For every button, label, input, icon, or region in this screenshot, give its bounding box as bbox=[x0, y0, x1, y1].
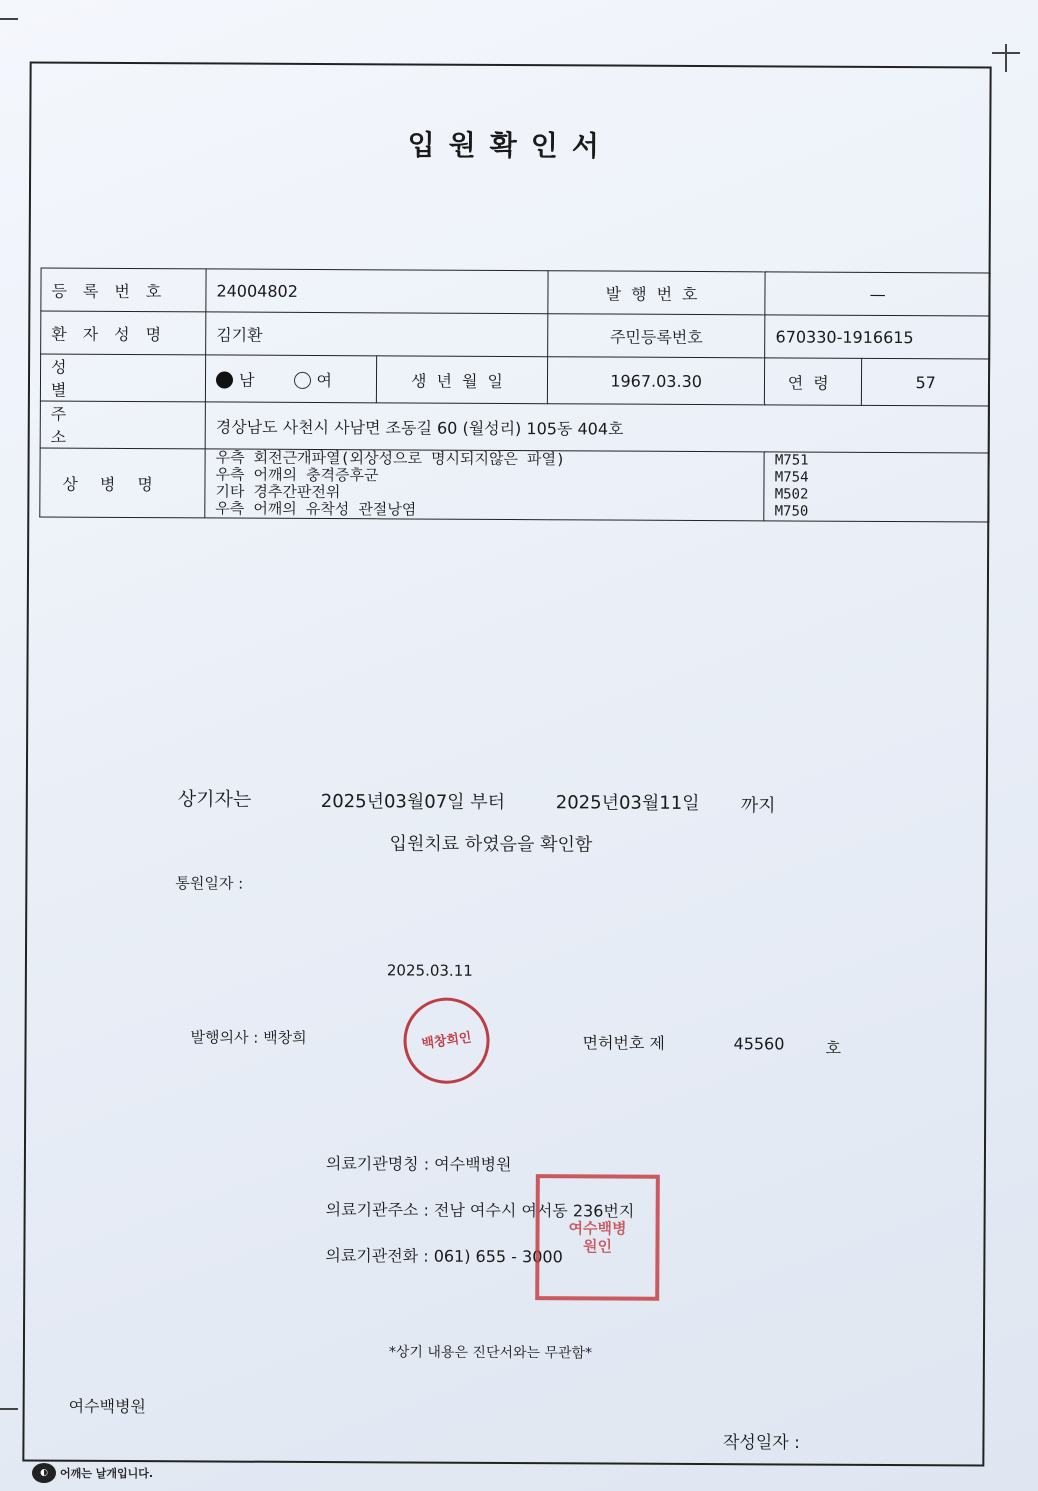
age-label: 연령 bbox=[765, 358, 862, 406]
to-suffix: 까지 bbox=[740, 795, 776, 817]
diagnosis-names bbox=[205, 449, 765, 521]
disclaimer-note: *상기 내용은 진단서와는 무관함* bbox=[388, 1344, 593, 1362]
document-title: 입원확인서 bbox=[407, 128, 613, 163]
addr-value: 경상남도 사천시 사남면 조동길 60 (월성리) 105동 404호 bbox=[205, 402, 989, 453]
addr-label-text: 주소 bbox=[50, 404, 153, 448]
license-label: 면허번호 제 bbox=[582, 1033, 665, 1053]
patient-info-table bbox=[39, 268, 990, 523]
diagnosis-code: M750 bbox=[774, 503, 809, 520]
doctor-label: 발행의사 : 백창희 bbox=[190, 1028, 307, 1047]
diagnosis-name: 우측 회전근개파열(외상성으로 명시되지않은 파열) bbox=[215, 448, 566, 469]
crop-mark bbox=[0, 18, 18, 20]
diagnosis-name: 우측 어깨의 유착성 관절낭염 bbox=[215, 499, 417, 519]
rrn-label: 주민등록번호 bbox=[548, 314, 766, 358]
footer-hospital-name: 여수백병원 bbox=[68, 1396, 146, 1417]
diagnosis-code: M754 bbox=[774, 469, 809, 486]
dob-value: 1967.03.30 bbox=[547, 357, 765, 405]
diagnosis-name: 기타 경추간판전위 bbox=[215, 482, 341, 502]
sex-male-label: 남 bbox=[238, 370, 255, 390]
institution-phone: 의료기관전화 : 061) 655 - 3000 bbox=[325, 1246, 563, 1267]
sex-female-label: 여 bbox=[316, 370, 333, 390]
footer-logo bbox=[32, 1463, 153, 1483]
license-number: 45560 bbox=[733, 1034, 785, 1054]
confirm-text: 입원치료 하였음을 확인함 bbox=[389, 833, 593, 856]
from-date: 2025년03월07일 부터 bbox=[320, 791, 506, 813]
crop-mark bbox=[1005, 44, 1007, 72]
unchecked-radio-icon bbox=[294, 371, 311, 388]
name-label: 환자성명 bbox=[41, 311, 206, 355]
institution-address: 의료기관주소 : 전남 여수시 여서동 236번지 bbox=[325, 1200, 635, 1221]
license-suffix: 호 bbox=[825, 1038, 842, 1058]
reg-no-value: 24004802 bbox=[206, 269, 548, 314]
subject-text: 상기자는 bbox=[177, 788, 252, 811]
name-value: 김기환 bbox=[206, 312, 548, 357]
wing-logo-icon: ◐ bbox=[32, 1463, 56, 1483]
diagnosis-codes bbox=[764, 452, 989, 522]
diagnosis-code: M502 bbox=[774, 486, 809, 503]
dob-label: 생년월일 bbox=[376, 356, 547, 404]
sex-value bbox=[205, 355, 376, 403]
diagnosis-name: 우측 어깨의 충격증후군 bbox=[215, 465, 379, 485]
hospital-seal bbox=[535, 1174, 660, 1301]
age-value: 57 bbox=[862, 358, 990, 406]
issue-no-label: 발행번호 bbox=[548, 271, 766, 315]
institution-name: 의료기관명칭 : 여수백병원 bbox=[325, 1154, 512, 1175]
outpatient-label: 통원일자 : bbox=[175, 874, 244, 893]
hospital-seal-text: 여수백병원인 bbox=[568, 1219, 627, 1256]
sex-label-text: 성별 bbox=[50, 357, 153, 401]
checked-radio-icon bbox=[216, 371, 233, 388]
form-frame bbox=[22, 61, 991, 1466]
diag-label: 상병명 bbox=[40, 448, 205, 518]
crop-mark bbox=[0, 1408, 18, 1410]
logo-text: 어깨는 날개입니다. bbox=[60, 1467, 154, 1480]
addr-label bbox=[40, 401, 205, 449]
write-date-label: 작성일자 : bbox=[723, 1433, 800, 1453]
sex-label bbox=[40, 354, 205, 402]
issue-no-value: — bbox=[765, 272, 990, 316]
issue-date: 2025.03.11 bbox=[386, 961, 473, 980]
diagnosis-code: M751 bbox=[774, 452, 809, 469]
reg-no-label: 등록번호 bbox=[41, 268, 206, 312]
to-date: 2025년03월11일 bbox=[555, 792, 700, 815]
doctor-seal-text: 백창희인 bbox=[420, 1029, 473, 1052]
doctor-seal bbox=[398, 992, 495, 1089]
rrn-value: 670330-1916615 bbox=[765, 315, 990, 359]
